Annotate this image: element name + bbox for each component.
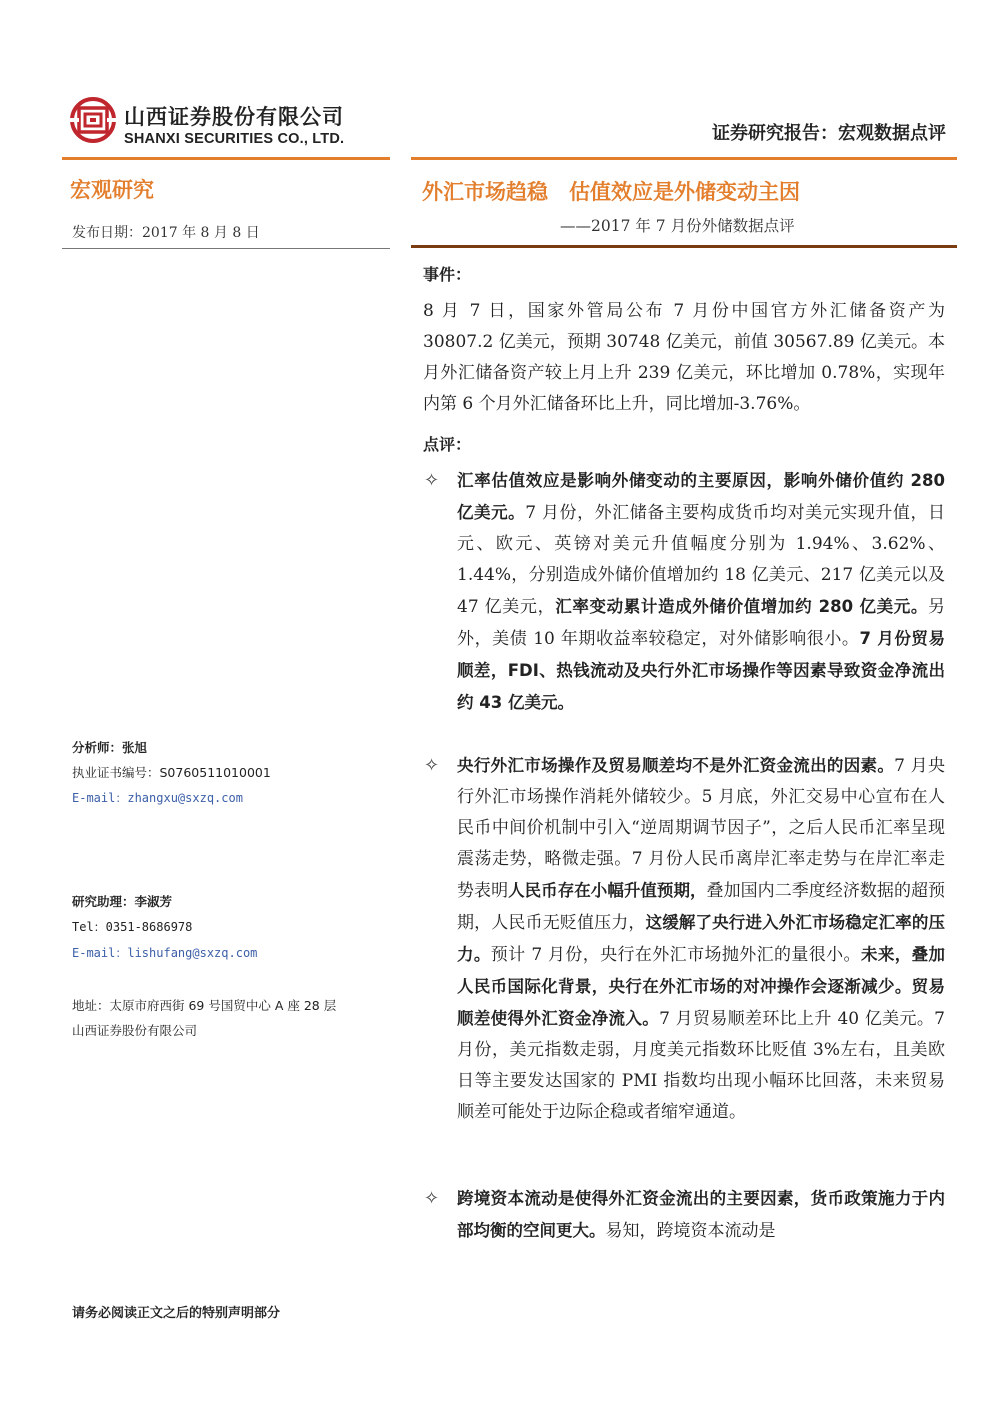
bullet-2-emphasis-a: 人民币存在小幅升值预期， [508,881,707,900]
assistant-tel: Tel：0351-8686978 [72,920,193,934]
report-title: 外汇市场趋稳 估值效应是外储变动主因 [422,180,800,204]
company-line: 山西证券股份有限公司 [72,1023,198,1038]
bullet-1-lead: 汇率估值效应是影响外储变动的主要原因，影响外储价值约 280 亿美元。 [457,471,945,522]
bullet-2-text-d: 7 月贸易顺差环比上升 40 亿美元。7 月份，美元指数走弱，月度美元指数环比贬值 3%左右，且美欧日等主要发达国家的 PMI 指数均出现小幅环比回落，未来贸易顺差可能处于边际企稳或者缩窄通道。 [457,1009,945,1122]
bullet-1-text-b: 另外，美债 10 年期收益率较稳定，对外储影响很小。 [457,597,945,649]
analyst-name: 分析师：张旭 [72,740,148,755]
event-heading: 事件： [423,265,472,284]
title-divider [411,245,957,248]
publish-date: 发布日期：2017 年 8 月 8 日 [72,225,260,241]
logo-seal-icon [70,97,116,143]
event-paragraph: 8 月 7 日，国家外管局公布 7 月份中国官方外汇储备资产为 30807.2 亿美元，预期 30748 亿美元，前值 30567.89 亿美元。本月外汇储备资产较上月上升 239 亿美元，环比增加 0.78%，实现年内第 6 个月外汇储备环比上升，同比增加-3.76%。 [423,301,945,414]
bullet-2-text-b: 叠加国内二季度经济数据的超预期，人民币无贬值压力， [457,881,946,933]
left-divider [62,248,390,249]
comment-bullet-1 [457,465,945,719]
bullet-3-lead: 跨境资本流动是使得外汇资金流出的主要因素，货币政策施力于内部均衡的空间更大。 [457,1189,945,1240]
company-name-cn: 山西证券股份有限公司 [124,105,344,129]
bullet-1-text-a: 7 月份，外汇储备主要构成货币均对美元实现升值，日元、欧元、英镑对美元升值幅度分别为 1.94%、3.62%、1.44%，分别造成外储价值增加约 18 亿美元、217 亿美元以及 47 亿美元， [457,503,946,617]
bullet-star-icon: ✧ [424,1188,440,1209]
report-type-label: 证券研究报告：宏观数据点评 [712,123,946,144]
comment-bullet-3 [457,1183,945,1247]
section-label: 宏观研究 [70,178,154,202]
bullet-2-lead: 央行外汇市场操作及贸易顺差均不是外汇资金流出的因素。 [457,756,895,775]
disclaimer-note: 请务必阅读正文之后的特别声明部分 [72,1306,281,1321]
company-name-en: SHANXI SECURITIES CO., LTD. [124,131,345,147]
comment-bullet-2 [457,750,945,1128]
report-subtitle: ——2017 年 7 月份外储数据点评 [560,217,795,235]
bullet-star-icon: ✧ [424,470,440,491]
bullet-star-icon: ✧ [424,755,440,776]
bullet-2-text-a: 7 月央行外汇市场操作消耗外储较少。5 月底，外汇交易中心宣布在人民币中间价机制中引入“逆周期调节因子”，之后人民币汇率呈现震荡走势，略微走强。7 月份人民币离岸汇率走势与在岸汇率走势表明 [457,756,945,901]
analyst-certificate: 执业证书编号：S0760511010001 [72,765,271,780]
bullet-1-emphasis: 汇率变动累计造成外储价值增加约 280 亿美元。 [555,597,928,616]
bullet-3-text: 易知，跨境资本流动是 [605,1221,776,1241]
company-logo [70,97,116,143]
bullet-2-emphasis-c: 未来，叠加人民币国际化背景，央行在外汇市场的对冲操作会逐渐减少。贸易顺差使得外汇资金净流入。 [457,945,946,1028]
header-divider-left [62,157,390,160]
analyst-email[interactable]: E-mail：zhangxu@sxzq.com [72,791,243,805]
bullet-1-conclusion: 7 月份贸易顺差，FDI、热钱流动及央行外汇市场操作等因素导致资金净流出约 43 亿美元。 [457,629,945,712]
assistant-name: 研究助理：李淑芳 [72,894,173,909]
company-address: 地址：太原市府西街 69 号国贸中心 A 座 28 层 [72,998,337,1013]
header-divider-right [411,157,957,160]
assistant-email[interactable]: E-mail：lishufang@sxzq.com [72,946,258,960]
bullet-2-emphasis-b: 这缓解了央行进入外汇市场稳定汇率的压力。 [457,913,946,964]
bullet-2-text-c: 预计 7 月份，央行在外汇市场抛外汇的量很小。 [490,945,861,965]
comment-heading: 点评： [423,435,472,454]
